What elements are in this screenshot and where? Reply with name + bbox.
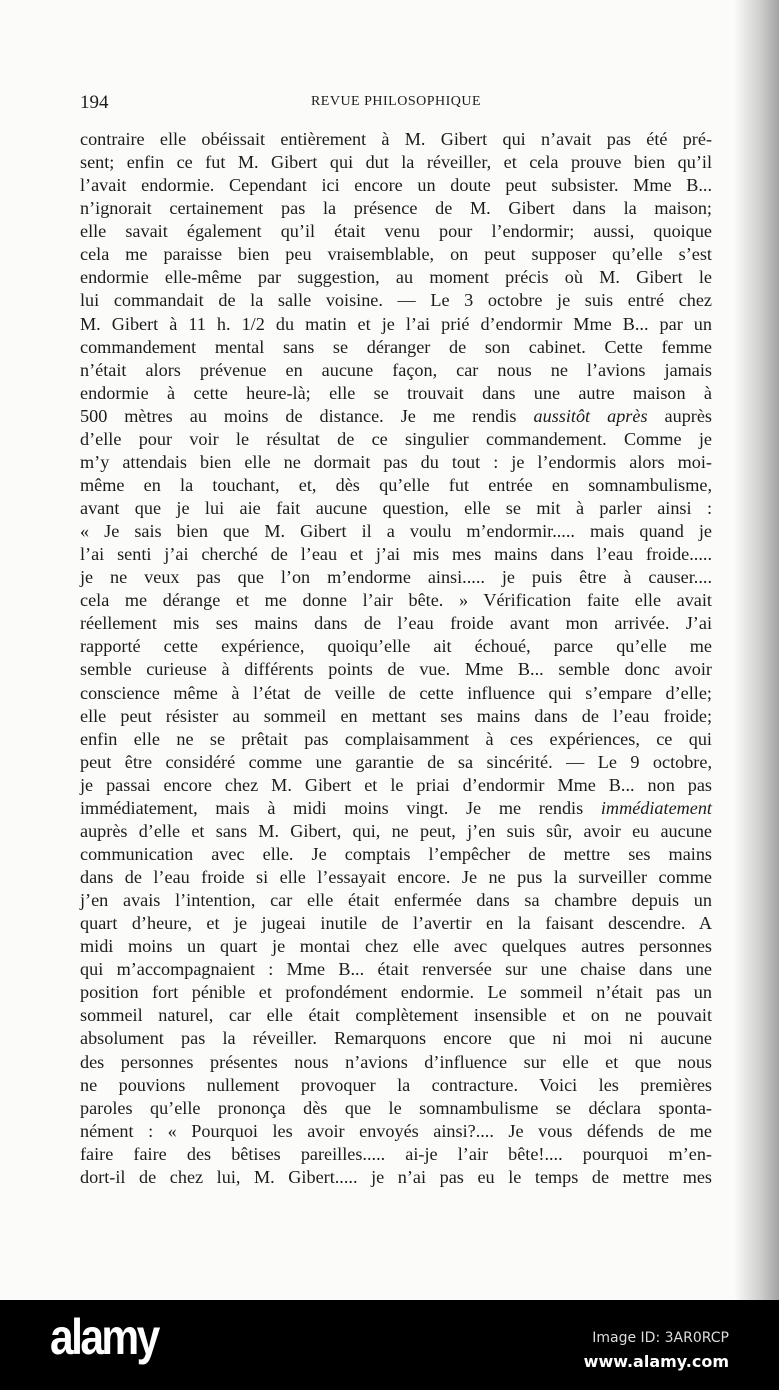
text-line [80, 1166, 712, 1189]
text-segment: l’avait endormie. Cependant ici encore un doute peut subsister. Mme B... [80, 175, 712, 196]
alamy-logo: alamy [50, 1309, 158, 1365]
text-line [80, 935, 712, 958]
text-line [80, 981, 712, 1004]
text-line [80, 428, 712, 451]
text-line [80, 658, 712, 681]
text-segment: faire faire des bêtises pareilles..... ai-je l’air bête!.... pourquoi m’en- [80, 1143, 712, 1164]
text-line [80, 1027, 712, 1050]
text-line [80, 451, 712, 474]
text-line [80, 728, 712, 751]
text-segment: sommeil naturel, car elle était complètement insensible et on ne pouvait [80, 1005, 712, 1026]
page-number: 194 [80, 92, 109, 113]
text-line [80, 497, 712, 520]
text-line [80, 912, 712, 935]
text-segment: immédiatement, mais à midi moins vingt. Je me rendis [80, 797, 601, 818]
watermark-bar [0, 1300, 779, 1390]
running-title: REVUE PHILOSOPHIQUE [310, 94, 482, 109]
text-segment: absolument pas la réveiller. Remarquons encore que ni moi ni aucune [80, 1028, 712, 1049]
italic-text: immédiatement [600, 797, 712, 818]
text-segment: n’était alors prévenue en aucune façon, car nous ne l’avions jamais [80, 359, 712, 380]
text-segment: qui m’accompagnaient : Mme B... était renversée sur une chaise dans une [80, 959, 712, 980]
text-line [80, 313, 712, 336]
text-segment: nément : « Pourquoi les avoir envoyés ainsi?.... Je vous défends de me [80, 1120, 712, 1141]
text-line [80, 1143, 712, 1166]
text-segment: ne pouvions nullement provoquer la contracture. Voici les premières [80, 1074, 712, 1095]
text-line [80, 1120, 712, 1143]
text-segment: conscience même à l’état de veille de cette influence qui s’empare d’elle; [80, 682, 712, 703]
text-line [80, 520, 712, 543]
text-segment: d’elle pour voir le résultat de ce singulier commandement. Comme je [80, 428, 712, 449]
text-line [80, 474, 712, 497]
text-segment: m’y attendais bien elle ne dormait pas du tout : je l’endormis alors moi- [80, 451, 712, 472]
text-line [80, 382, 712, 405]
body-text [80, 128, 712, 1189]
text-line [80, 705, 712, 728]
text-segment: je passai encore chez M. Gibert et le priai d’endormir Mme B... non pas [80, 774, 712, 795]
text-line [80, 751, 712, 774]
text-segment: je ne veux pas que l’on m’endorme ainsi..... je puis être à causer.... [80, 567, 712, 588]
text-line [80, 958, 712, 981]
text-line [80, 1004, 712, 1027]
image-id: Image ID: 3AR0RCP [592, 1330, 729, 1346]
text-line [80, 243, 712, 266]
text-segment: cela me dérange et me donne l’air bête. » Vérification faite elle avait [80, 590, 712, 611]
text-line [80, 866, 712, 889]
text-segment: même en la touchant, et, dès qu’elle fut entrée en somnambulisme, [80, 474, 712, 495]
text-segment: elle savait également qu’il était venu pour l’endormir; aussi, quoique [80, 221, 712, 242]
text-line [80, 197, 712, 220]
text-segment: endormie à cette heure-là; elle se trouvait dans une autre maison à [80, 382, 712, 403]
text-line [80, 543, 712, 566]
text-segment: sent; enfin ce fut M. Gibert qui dut la réveiller, et cela prouve bien qu’il [80, 152, 712, 173]
italic-text: aussitôt après [533, 405, 648, 426]
text-segment: M. Gibert à 11 h. 1/2 du matin et je l’ai prié d’endormir Mme B... par un [80, 313, 712, 334]
text-segment: auprès d’elle et sans M. Gibert, qui, ne peut, j’en suis sûr, avoir eu aucune [80, 820, 712, 841]
text-segment: position fort pénible et profondément endormie. Le sommeil n’était pas un [80, 982, 712, 1003]
text-segment: j’en avais l’intention, car elle était enfermée dans sa chambre depuis un [80, 890, 712, 911]
text-segment: dans de l’eau froide si elle l’essayait encore. Je ne pus la surveiller comme [80, 867, 712, 887]
text-line [80, 589, 712, 612]
text-line [80, 635, 712, 658]
text-segment: peut être considéré comme une garantie de sa sincérité. — Le 9 octobre, [80, 751, 712, 772]
text-line [80, 220, 712, 243]
text-segment: paroles qu’elle prononça dès que le somnambulisme se déclara sponta- [80, 1097, 712, 1118]
text-segment: enfin elle ne se prêtait pas complaisamment à ces expériences, ce qui [80, 728, 712, 749]
text-segment: quart d’heure, et je jugeai inutile de l’avertir en la faisant descendre. A [80, 913, 712, 934]
text-segment: communication avec elle. Je comptais l’empêcher de mettre ses mains [80, 843, 712, 864]
text-segment: elle peut résister au sommeil en mettant ses mains dans de l’eau froide; [80, 705, 712, 726]
text-line [80, 289, 712, 312]
text-line [80, 151, 712, 174]
text-segment: 500 mètres au moins de distance. Je me rendis [80, 405, 534, 426]
text-segment: contraire elle obéissait entièrement à M. Gibert qui n’avait pas été pré- [80, 129, 712, 149]
text-line [80, 889, 712, 912]
text-line [80, 128, 712, 151]
text-line [80, 336, 712, 359]
text-segment: « Je sais bien que M. Gibert il a voulu m’endormir..... mais quand je [80, 521, 712, 542]
text-segment: cela me paraisse bien peu vraisemblable, on peut supposer qu’elle s’est [80, 244, 712, 265]
text-line [80, 1074, 712, 1097]
text-line [80, 405, 712, 428]
text-segment: commandement mental sans se déranger de son cabinet. Cette femme [80, 336, 712, 357]
text-segment: l’ai senti j’ai cherché de l’eau et j’ai mis mes mains dans l’eau froide..... [80, 544, 712, 565]
text-segment: avant que je lui aie fait aucune question, elle se mit à parler ainsi : [80, 498, 712, 518]
text-line [80, 797, 712, 820]
text-segment: semble curieuse à différents points de vue. Mme B... semble donc avoir [80, 659, 712, 680]
text-line [80, 612, 712, 635]
text-segment: n’ignorait certainement pas la présence de M. Gibert dans la maison; [80, 198, 712, 219]
text-line [80, 682, 712, 705]
text-segment: midi moins un quart je montai chez elle avec quelques autres personnes [80, 936, 712, 957]
text-segment: des personnes présentes nous n’avions d’influence sur elle et que nous [80, 1051, 712, 1072]
page-edge-shadow [734, 0, 779, 1300]
text-segment: dort-il de chez lui, M. Gibert..... je n’ai pas eu le temps de mettre mes [80, 1166, 712, 1187]
text-segment: réellement mis ses mains dans de l’eau froide avant mon arrivée. J’ai [80, 613, 712, 634]
text-line [80, 774, 712, 797]
text-line [80, 843, 712, 866]
text-line [80, 566, 712, 589]
watermark-url: www.alamy.com [583, 1352, 729, 1371]
text-line [80, 359, 712, 382]
text-segment: rapporté cette expérience, quoiqu’elle ait échoué, parce qu’elle me [80, 636, 712, 657]
text-line [80, 1097, 712, 1120]
page-header [80, 92, 712, 116]
text-segment: lui commandait de la salle voisine. — Le 3 octobre je suis entré chez [80, 290, 712, 311]
text-line [80, 266, 712, 289]
text-line [80, 174, 712, 197]
text-segment: auprès [647, 405, 712, 426]
text-line [80, 820, 712, 843]
text-line [80, 1051, 712, 1074]
text-segment: endormie elle-même par suggestion, au moment précis où M. Gibert le [80, 267, 712, 288]
